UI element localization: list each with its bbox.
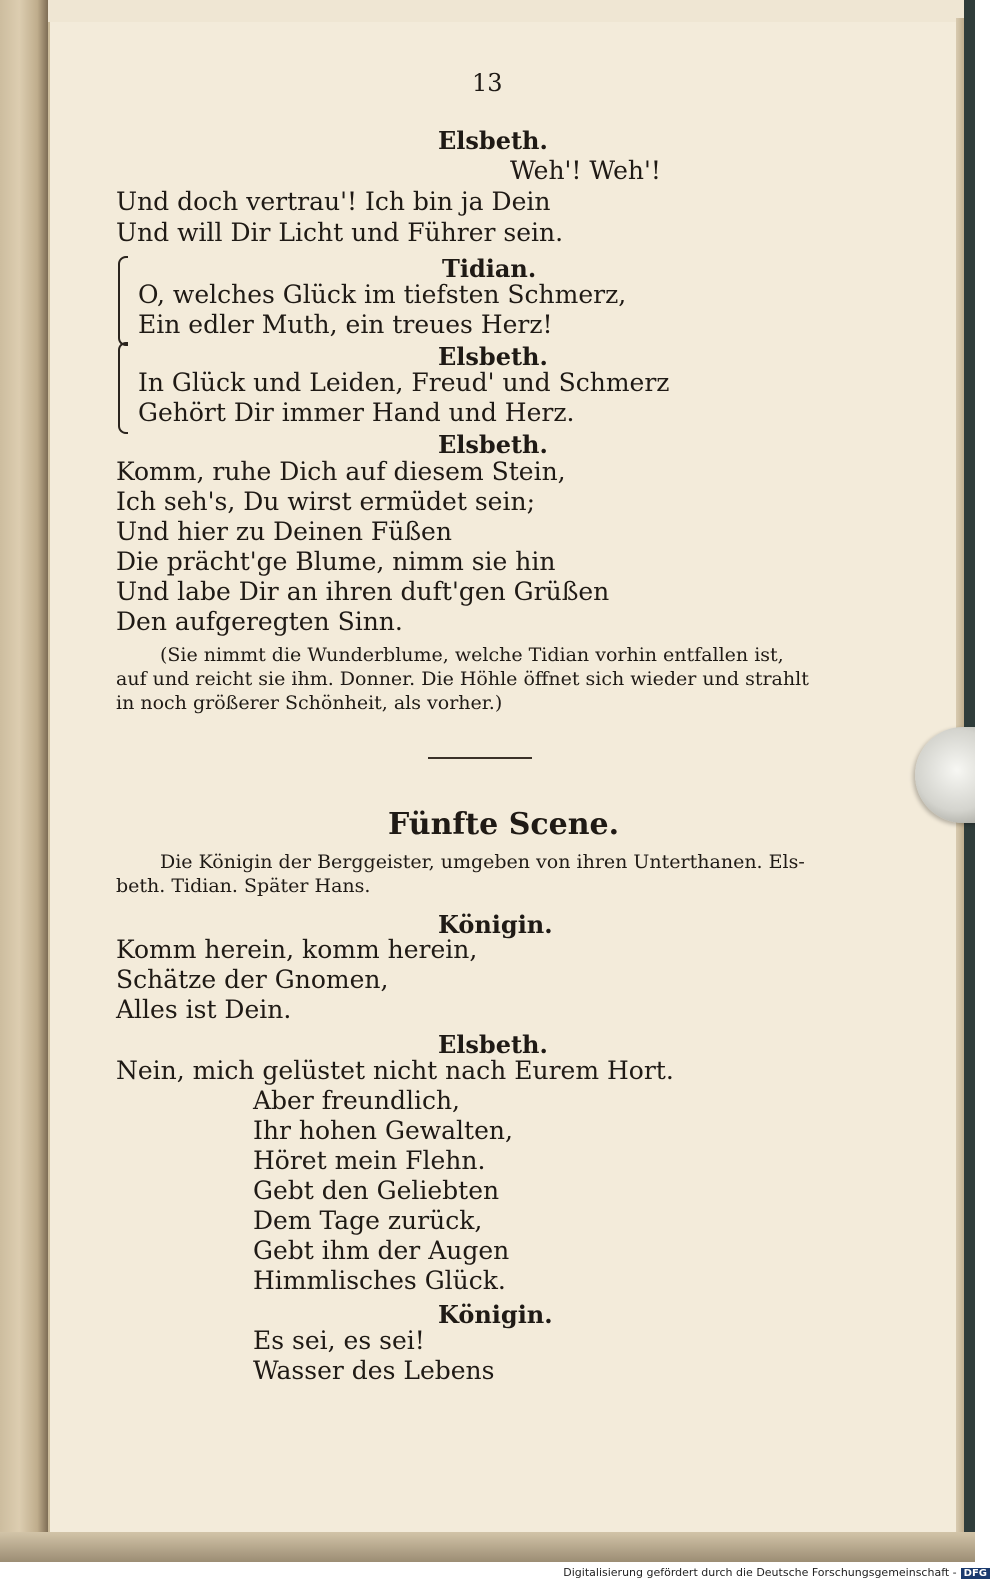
verse-line: Weh'! Weh'! [510, 156, 661, 185]
stage-direction: auf und reicht sie ihm. Donner. Die Höhle öffnet sich wieder und strahlt [116, 668, 809, 690]
page-number: 13 [472, 69, 503, 97]
verse-line: Alles ist Dein. [116, 995, 292, 1024]
verse-line: Und will Dir Licht und Führer sein. [116, 218, 564, 247]
verse-line: Die prächt'ge Blume, nimm sie hin [116, 547, 556, 576]
verse-line: Aber freundlich, [253, 1086, 460, 1115]
duet-brace-bottom [118, 342, 128, 434]
verse-line: Es sei, es sei! [253, 1326, 425, 1355]
verse-line: Schätze der Gnomen, [116, 965, 389, 994]
verse-line: Dem Tage zurück, [253, 1206, 483, 1235]
speaker-label: Elsbeth. [438, 126, 548, 155]
duet-brace-top [118, 256, 128, 346]
stage-direction: (Sie nimmt die Wunderblume, welche Tidian vorhin entfallen ist, [160, 644, 784, 666]
credit-text: Digitalisierung gefördert durch die Deutsche Forschungsgemeinschaft - [563, 1566, 957, 1579]
verse-line: Ich seh's, Du wirst ermüdet sein; [116, 487, 535, 516]
verse-line: Ein edler Muth, ein treues Herz! [138, 310, 553, 339]
stage-direction: beth. Tidian. Später Hans. [116, 875, 371, 897]
verse-line: Gebt ihm der Augen [253, 1236, 510, 1265]
stage-direction: in noch größerer Schönheit, als vorher.) [116, 692, 503, 714]
speaker-label: Elsbeth. [438, 1030, 548, 1059]
speaker-label: Königin. [438, 910, 553, 939]
verse-line: Gebt den Geliebten [253, 1176, 500, 1205]
speaker-label: Königin. [438, 1300, 553, 1329]
verse-line: Und hier zu Deinen Füßen [116, 517, 452, 546]
verse-line: In Glück und Leiden, Freud' und Schmerz [138, 368, 670, 397]
verse-line: Ihr hohen Gewalten, [253, 1116, 513, 1145]
verse-line: Himmlisches Glück. [253, 1266, 506, 1295]
speaker-label: Elsbeth. [438, 342, 548, 371]
verse-line: O, welches Glück im tiefsten Schmerz, [138, 280, 627, 309]
speaker-label: Tidian. [442, 254, 537, 283]
verse-line: Und labe Dir an ihren duft'gen Grüßen [116, 577, 610, 606]
verse-line: Gehört Dir immer Hand und Herz. [138, 398, 575, 427]
verse-line: Den aufgeregten Sinn. [116, 607, 403, 636]
section-divider [428, 757, 532, 759]
verse-line: Nein, mich gelüstet nicht nach Eurem Hort. [116, 1056, 674, 1085]
verse-line: Höret mein Flehn. [253, 1146, 486, 1175]
verse-line: Komm herein, komm herein, [116, 935, 478, 964]
stage-direction: Die Königin der Berggeister, umgeben von ihren Unterthanen. Els- [160, 851, 805, 873]
digitization-credit [563, 1566, 990, 1579]
scene-title: Fünfte Scene. [388, 807, 620, 842]
page-bottom-shadow [0, 1532, 975, 1562]
speaker-label: Elsbeth. [438, 430, 548, 459]
previous-page-edge [0, 0, 48, 1562]
dfg-logo: DFG [961, 1568, 990, 1579]
verse-line: Wasser des Lebens [253, 1356, 495, 1385]
verse-line: Und doch vertrau'! Ich bin ja Dein [116, 187, 551, 216]
verse-line: Komm, ruhe Dich auf diesem Stein, [116, 457, 566, 486]
